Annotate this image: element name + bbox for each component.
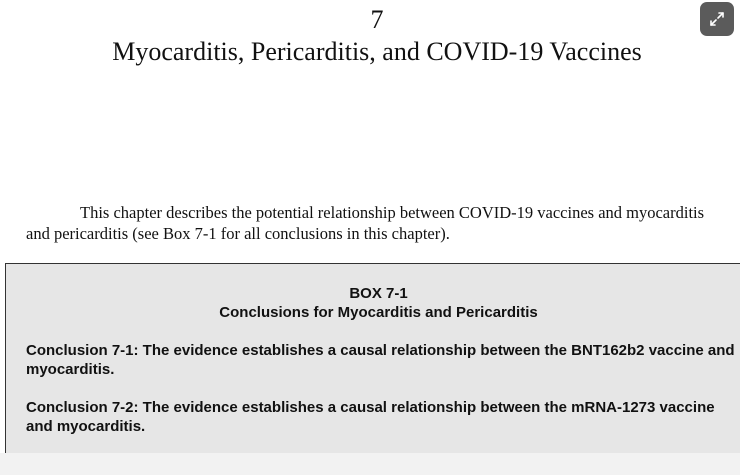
chapter-title: Myocarditis, Pericarditis, and COVID-19 Vaccines: [112, 37, 642, 66]
conclusions-box: [5, 263, 740, 453]
intro-paragraph: This chapter describes the potential relationship between COVID-19 vaccines and myocarditis and pericarditis (see Box 7-1 for all conclusions in this chapter).: [26, 203, 705, 243]
expand-arrows-icon: [707, 9, 727, 29]
box-title: Conclusions for Myocarditis and Pericarditis: [219, 304, 538, 321]
bottom-strip: [0, 453, 740, 475]
expand-button[interactable]: [700, 2, 734, 36]
chapter-number: 7: [370, 5, 384, 34]
conclusion-7-1: Conclusion 7-1: The evidence establishes a causal relationship between the BNT162b2 vaccine and myocarditis.: [26, 342, 735, 378]
box-label: BOX 7-1: [349, 285, 408, 302]
conclusion-7-2: Conclusion 7-2: The evidence establishes a causal relationship between the mRNA-1273 vaccine and myocarditis.: [26, 399, 715, 435]
